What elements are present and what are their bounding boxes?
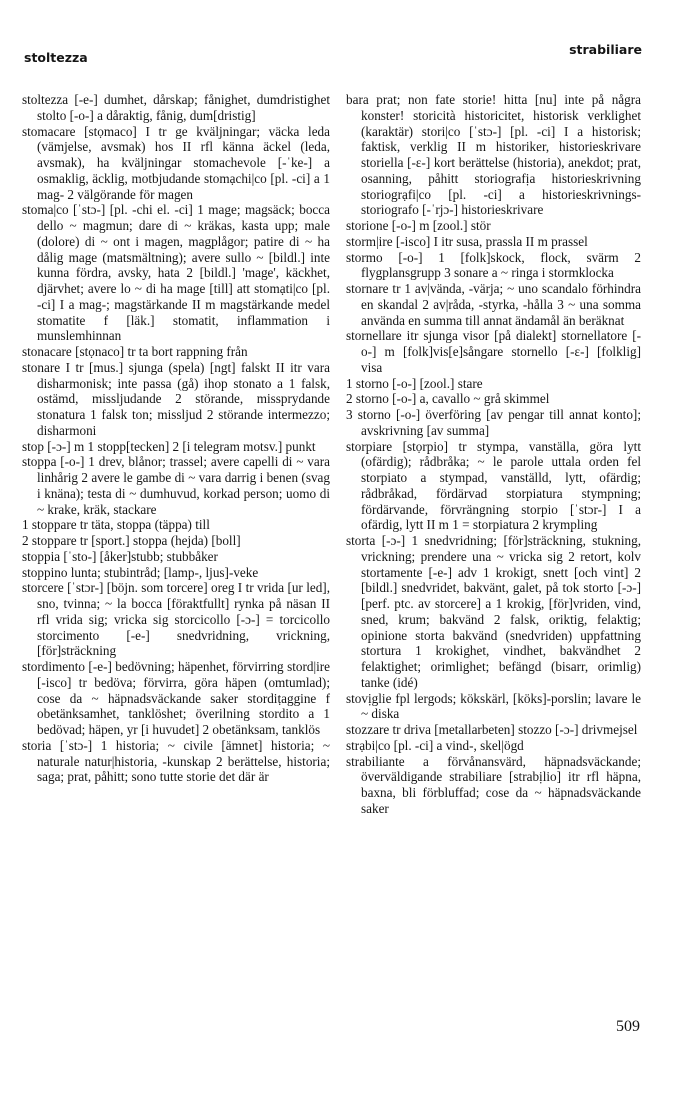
dictionary-entry: 1 storno [-o-] [zool.] stare (346, 375, 483, 391)
dictionary-entry: stordimento [-e-] bedövning; häpenhet, förvirring stord|ire [-isco] tr bedöva; förvirra, göra häpen (omtumlad); cose da ~ häpnadsväckande saker stordiṭaggine f obetänksamhet, tanklöshet; överilning stordito a 1 bedövad; häpen, yr [i huvudet] 2 obetänksam, tanklös (22, 659, 330, 737)
dictionary-entry: stomacare [stọmaco] I tr ge kväljningar; väcka leda (vämjelse, avsmak) hos II rfl känna äckel (leda, avsmak), ha kväljningar stomachevole [-ˈke-] a osmaklig, äcklig, motbjudande stomạchi|co [pl. -ci] a 1 mag- 2 välgörande för magen (22, 123, 330, 202)
running-head-left: stoltezza (24, 50, 88, 65)
page-number: 509 (616, 1018, 640, 1035)
dictionary-entry: stornellare itr sjunga visor [på dialekt] stornellatore [-o-] m [folk]vis[e]sångare stornello [-ɛ-] [folklig] visa (346, 328, 641, 375)
dictionary-entry: stonacare [stọnaco] tr ta bort rappning från (22, 344, 248, 359)
dictionary-entry: strabiliante a förvånansvärd, häpnadsväckande; överväldigande strabiliare [strabịlio] itr rfl häpna, baxna, bli förbluffad; cose da ~ häpnadsväckande saker (346, 753, 641, 816)
running-head-right: strabiliare (569, 42, 642, 57)
dictionary-entry: stovịglie fpl lergods; kökskärl, [köks]-porslin; lavare le ~ diska (346, 690, 641, 722)
dictionary-entry: storpiare [stọrpio] tr stympa, vanställa, göra lytt (ofärdig); rådbråka; ~ le parole uttala orden fel storpiato a stympad, vanställd, lytt, ofärdig; rådbråkad, fördärvad storpiatura stympning; fördärvande, förvrängning storpio [ˈstɔr-] I a ofärdig, lytt II m 1 = storpiatura 2 krympling (346, 438, 641, 533)
dictionary-entry: 2 stoppare tr [sport.] stoppa (hejda) [boll] (22, 533, 241, 548)
right-column (346, 92, 641, 817)
dictionary-entry: 3 storno [-o-] överföring [av pengar till annat konto]; avskrivning [av summa] (346, 407, 641, 438)
left-column (22, 92, 330, 785)
dictionary-entry: storcere [ˈstɔr-] [böjn. som torcere] oreg I tr vrida [ur led], sno, tvinna; ~ la bocca [föraktfullt] rynka på näsan II rfl vrida sig; vricka sig storcicollo [-ɔ-] = torcicollo storcimento [-e-] snedvridning, vrickning, [för]sträckning (22, 580, 330, 659)
dictionary-entry: 1 stoppare tr täta, stoppa (täppa) till (22, 517, 210, 533)
dictionary-entry: storia [ˈstɔ-] 1 historia; ~ civile [ämnet] historia; ~ naturale natur|historia, -kunskap 2 berättelse, historia; saga; prat, påhitt; sono tutte storie det där är (22, 737, 330, 785)
dictionary-entry: stozzare tr driva [metallarbeten] stozzo [-ɔ-] drivmejsel (346, 722, 638, 737)
dictionary-entry: stoppino lunta; stubintråd; [lamp-, ljus]-veke (22, 564, 259, 580)
dictionary-entry: strạbi|co [pl. -ci] a vind-, skel|ögd (346, 737, 524, 753)
dictionary-entry: bara prat; non fate storie! hitta [nu] inte på några konster! storicità historicitet, historisk verklighet (karaktär) stori|co [ˈstɔ-] [pl. -ci] I a historisk; faktisk, verklig II m historiker, historieskrivare storiella [-ɛ-] kort berättelse (historia), anekdot; prat, osanning, påhitt storiografịa historieskrivning storiogrạfi|co [pl. -ci] a historieskrivnings- storiografo [-ˈrjɔ-] historieskrivare (346, 92, 641, 218)
dictionary-entry: storta [-ɔ-] 1 snedvridning; [för]sträckning, stukning, vrickning; prendere una ~ vricka sig 2 retort, kolv stortamente [-e-] adv 1 krokigt, snett [och vint] 2 [bildl.] snedvridet, bakvänt, galet, på tok storto [-ɔ-] [perf. ptc. av storcere] a 1 krokig, [för]vriden, vind, sned, krum; bakvänd 2 falsk, oriktig, felaktig; opinione storta bakvänd (snedvriden) uppfattning stortura 1 krokighet, vindhet, bakvändhet 2 felaktighet; orimlighet; befängd (bisarr, orimlig) tanke (idé) (346, 533, 641, 690)
dictionary-entry: stormo [-o-] 1 [folk]skock, flock, svärm 2 flygplansgrupp 3 sonare a ~ ringa i stormklocka (346, 249, 641, 281)
dictionary-entry: stop [-ɔ-] m 1 stopp[tecken] 2 [i telegram motsv.] punkt (22, 438, 316, 454)
dictionary-entry: storm|ire [-isco] I itr susa, prassla II m prassel (346, 233, 588, 249)
dictionary-entry: stoltezza [-e-] dumhet, dårskap; fånighet, dumdristighet stolto [-o-] a dåraktig, fånig, dum[dristig] (22, 92, 330, 123)
dictionary-entry: stoma|co [ˈstɔ-] [pl. -chi el. -ci] 1 mage; magsäck; bocca dello ~ magmun; dare di ~ kräkas, kasta upp; male (dolore) di ~ ont i magen, magplågor; patire di ~ ha dålig mage (matsmältning); avere sullo ~ [bildl.] inte kunna fördra, avsky, hata 2 [bildl.] 'mage', käckhet, djärvhet; avere lo ~ di ha mage [till] att stomạti|co [pl. -ci] I a mag-; magstärkande II m magstärkande medel stomatite f [läk.] stomatit, inflammation i munslemhinnan (22, 202, 330, 344)
running-head (24, 40, 642, 65)
dictionary-entry: 2 storno [-o-] a, cavallo ~ grå skimmel (346, 391, 550, 407)
dictionary-entry: stoppa [-o-] 1 drev, blånor; trassel; avere capelli di ~ vara linhårig 2 avere le gambe di ~ vara darrig i benen (svag i knäna); testa di ~ dumhuvud, korkad person; uomo di ~ krake, kräk, stackare (22, 454, 330, 517)
dictionary-entry: stoppia [ˈsto-] [åker]stubb; stubbåker (22, 548, 218, 564)
dictionary-entry: stonare I tr [mus.] sjunga (spela) [ngt] falskt II itr vara disharmonisk; inte passa (gå) ihop stonato a 1 falsk, ostämd, missljudande 2 störande, missprydande stonatura 1 falsk ton; missljud 2 störande intermezzo; disharmoni (22, 359, 330, 438)
dictionary-entry: storione [-o-] m [zool.] stör (346, 218, 491, 233)
dictionary-entry: stornare tr 1 av|vända, -värja; ~ uno scandalo förhindra en skandal 2 av|råda, -styrka, -hålla 3 ~ una somma använda en summa till annat ändamål än beräknat (346, 281, 641, 328)
